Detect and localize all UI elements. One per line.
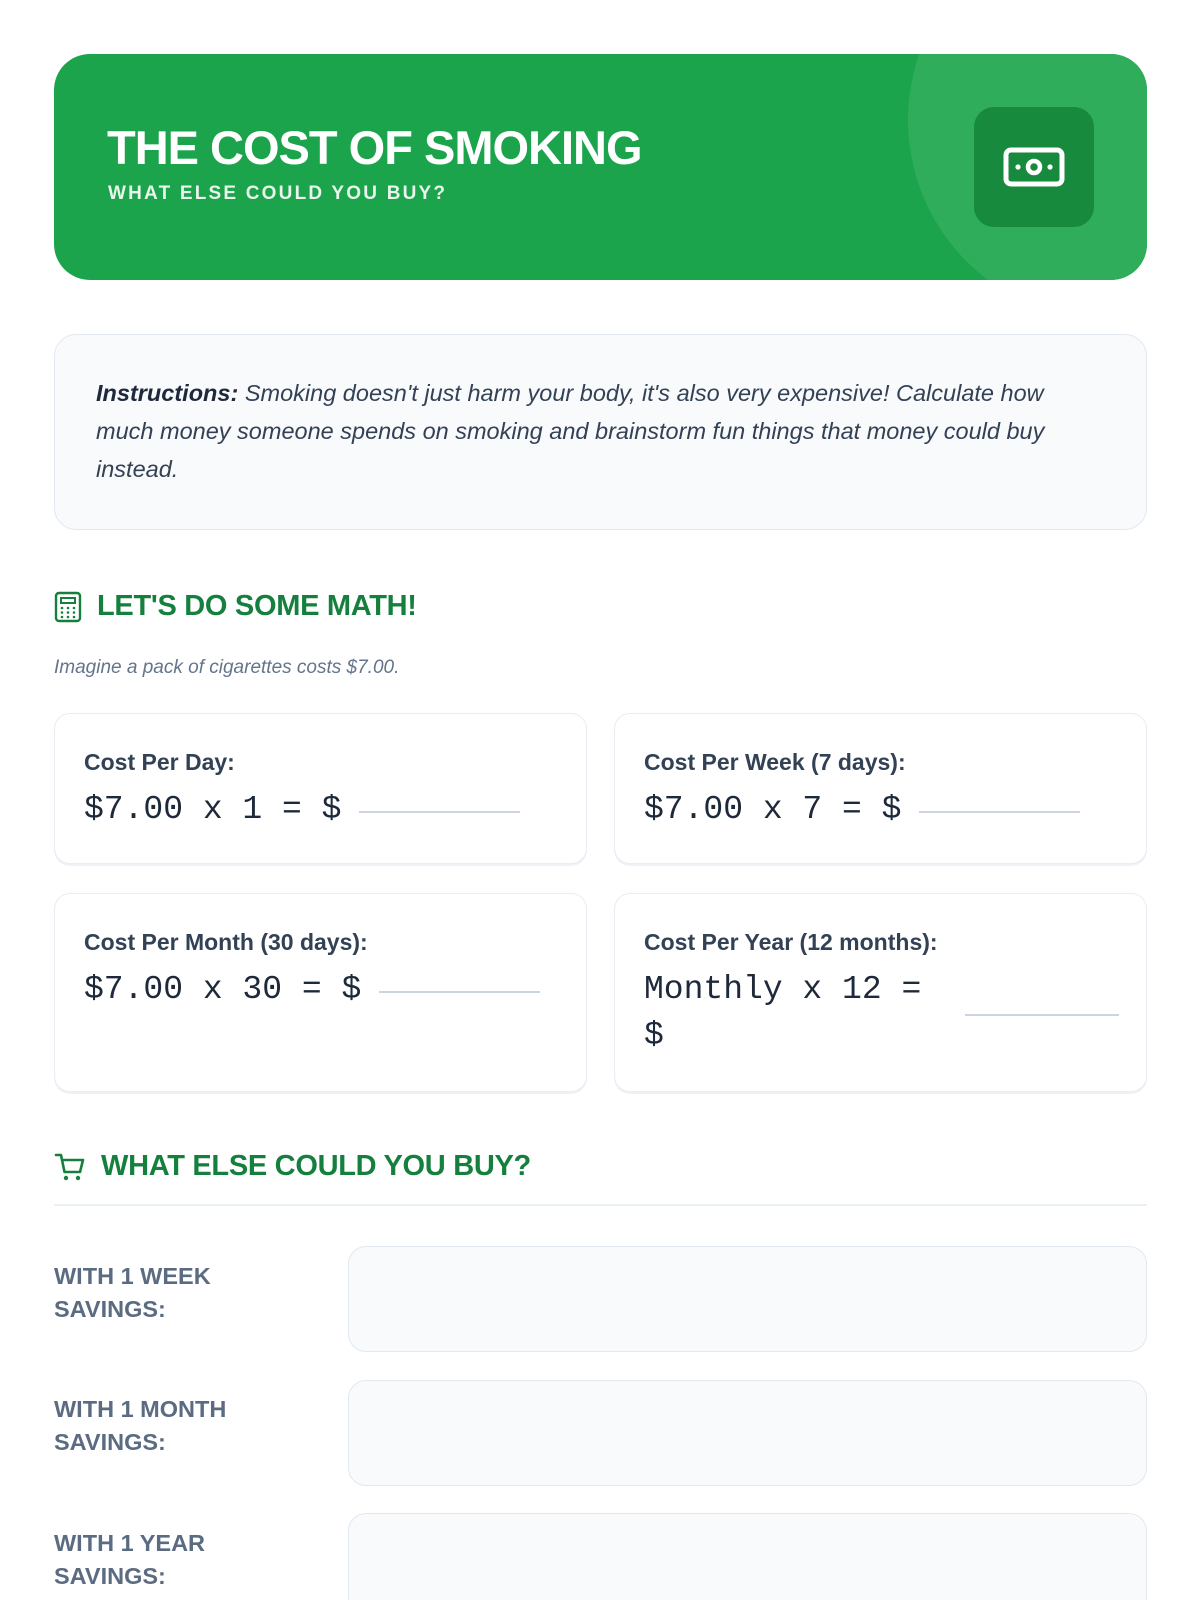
cost-per-week-label: Cost Per Week (7 days): <box>644 749 906 775</box>
year-savings-label-line1: WITH 1 YEAR <box>54 1530 206 1556</box>
pack-price-note: Imagine a pack of cigarettes costs $7.00. <box>54 657 400 678</box>
cost-per-year-card <box>614 893 1147 1092</box>
money-bill-icon <box>1003 147 1065 187</box>
week-savings-label-line1: WITH 1 WEEK <box>54 1263 211 1289</box>
instructions-label: Instructions: <box>96 380 239 406</box>
header-icon-box <box>974 107 1094 227</box>
cost-per-day-label: Cost Per Day: <box>84 749 235 775</box>
instructions-text: Smoking doesn't just harm your body, it's also very expensive! Calculate how much money someone spends on smoking and brainstorm fun things that money could buy instead. <box>96 380 1045 482</box>
shopping-cart-icon <box>54 1151 86 1183</box>
section-divider <box>54 1204 1147 1206</box>
cost-per-week-formula: $7.00 x 7 = $ <box>644 791 902 828</box>
math-section-title <box>54 590 417 623</box>
cost-per-year-label: Cost Per Year (12 months): <box>644 929 938 955</box>
month-savings-label-line1: WITH 1 MONTH <box>54 1396 227 1422</box>
calculator-icon <box>54 591 82 623</box>
week-savings-label <box>54 1260 284 1326</box>
year-savings-label <box>54 1527 284 1593</box>
cost-per-month-answer-line[interactable] <box>379 991 540 993</box>
week-savings-label-line2: SAVINGS: <box>54 1296 166 1322</box>
cost-per-year-formula-line2: $ <box>644 1017 664 1054</box>
cost-per-day-formula: $7.00 x 1 = $ <box>84 791 342 828</box>
cost-per-week-card <box>614 713 1147 864</box>
cost-per-month-card <box>54 893 587 1092</box>
buy-section-title-text: WHAT ELSE COULD YOU BUY? <box>101 1150 531 1182</box>
instructions-box <box>54 334 1147 530</box>
cost-per-year-formula-line1: Monthly x 12 = <box>644 971 922 1008</box>
month-savings-label-line2: SAVINGS: <box>54 1429 166 1455</box>
month-savings-answer-box[interactable] <box>348 1380 1147 1486</box>
cost-per-month-label: Cost Per Month (30 days): <box>84 929 368 955</box>
cost-per-month-formula: $7.00 x 30 = $ <box>84 971 362 1008</box>
year-savings-answer-box[interactable] <box>348 1513 1147 1600</box>
cost-per-week-answer-line[interactable] <box>919 811 1080 813</box>
cost-per-year-answer-line[interactable] <box>965 1014 1119 1016</box>
week-savings-answer-box[interactable] <box>348 1246 1147 1352</box>
month-savings-label <box>54 1393 284 1459</box>
buy-section-title <box>54 1150 531 1183</box>
header-banner <box>54 54 1147 280</box>
cost-per-day-answer-line[interactable] <box>359 811 520 813</box>
math-section-title-text: LET'S DO SOME MATH! <box>97 590 417 622</box>
page-subtitle: WHAT ELSE COULD YOU BUY? <box>108 183 448 204</box>
year-savings-label-line2: SAVINGS: <box>54 1563 166 1589</box>
cost-per-day-card <box>54 713 587 864</box>
page-title: THE COST OF SMOKING <box>107 121 642 174</box>
